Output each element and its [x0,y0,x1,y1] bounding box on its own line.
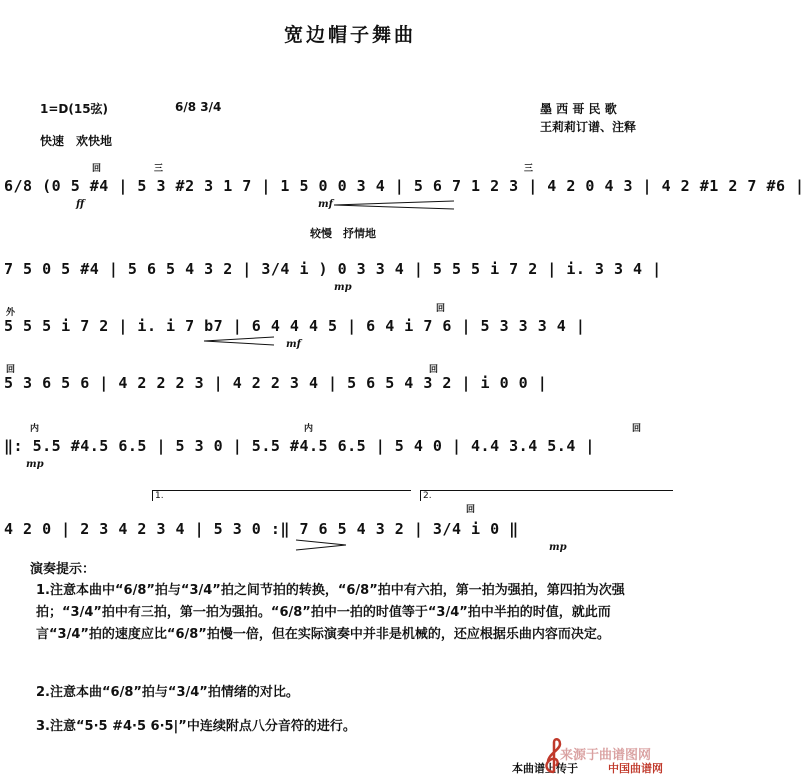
site-logo-text: 中国曲谱网 [608,762,663,775]
ornament-mark: 回 [436,304,446,314]
first-ending-bracket [152,490,411,501]
arranger-label: 王莉莉订谱、注释 [540,120,637,134]
decrescendo-hairpin [296,540,346,550]
dynamic-mark: mf [318,199,333,210]
ornament-mark: 回 [92,164,102,174]
dynamic-mark: mp [549,542,567,553]
volta-label: 2. [423,491,432,501]
notation-line: 5 3 6 5 6 | 4 2 2 2 3 | 4 2 2 3 4 | 5 6 5 4 3 2 | i 0 0 | [4,374,548,392]
dynamic-mark: ff [76,199,85,210]
origin-label: 墨 西 哥 民 歌 [540,102,617,116]
meter-signature: 6/8 3/4 [175,100,222,114]
treble-clef-icon [540,738,568,776]
dynamic-mark: mf [286,339,301,350]
watermark-text: 来源于曲谱图网 [560,748,652,763]
notation-line: 7 5 0 5 #4 | 5 6 5 4 3 2 | 3/4 i ) 0 3 3 4 | 5 5 5 i 7 2 | i. 3 3 4 | [4,260,662,278]
footer-left-text: 本曲谱上传于 [512,762,578,775]
score-row-6 [4,505,696,553]
piece-title: 宽边帽子舞曲 [283,24,416,46]
ornament-mark: 回 [632,424,642,434]
notation-line: 5 5 5 i 7 2 | i. i 7 b7 | 6 4 4 4 5 | 6 4 i 7 6 | 5 3 3 3 4 | [4,317,586,335]
score-row-3 [4,304,696,350]
tempo-marking: 快速 欢快地 [40,134,113,148]
score-row-2 [4,248,696,293]
tempo-change: 较慢 抒情地 [310,227,376,240]
notation-line: 6/8 (0 5 #4 | 5 3 #2 3 1 7 | 1 5 0 0 3 4 | 5 6 7 1 2 3 | 4 2 0 4 3 | 4 2 #1 2 7 #6 | [4,177,805,195]
string-mark: 内 [30,424,40,434]
key-signature: 1=D(15弦) [40,102,109,116]
ornament-mark: 回 [6,365,16,375]
dynamic-mark: mp [26,459,44,470]
crescendo-hairpin [204,337,274,345]
string-mark: 内 [304,424,314,434]
crescendo-hairpin [334,201,454,209]
tip-item-2: 2.注意本曲“6/8”拍与“3/4”拍情绪的对比。 [36,685,299,700]
tip-item-1: 1.注意本曲中“6/8”拍与“3/4”拍之间节拍的转换，“6/8”拍中有六拍，第一拍为强拍，第四拍为次强拍；“3/4”拍中有三拍，第一拍为强拍。“6/8”拍中一拍的时值等于“3/4”拍中半拍的时值，就此而言“3/4”拍的速度应比“6/8”拍慢一倍，但在实际演奏中并非是机械的，还应根据乐曲内容而决定。 [36,583,625,642]
notation-line: 4 2 0 | 2 3 4 2 3 4 | 5 3 0 :‖ 7 6 5 4 3 2 | 3/4 i 0 ‖ [4,520,519,538]
score-row-5 [4,424,696,470]
notation-line: ‖: 5.5 #4.5 6.5 | 5 3 0 | 5.5 #4.5 6.5 | 5 4 0 | 4.4 3.4 5.4 | [4,437,595,455]
ornament-mark: 回 [429,365,439,375]
score-row-1 [4,164,805,210]
string-mark: 外 [6,308,16,318]
ornament-mark: 回 [466,505,476,515]
score-row-4 [4,362,696,402]
triplet-mark: 三 [524,164,534,174]
second-ending-bracket [420,490,673,501]
triplet-mark: 三 [154,164,164,174]
tips-heading: 演奏提示： [30,562,96,577]
tip-item-3: 3.注意“5·5 #4·5 6·5|”中连续附点八分音符的进行。 [36,719,356,734]
volta-label: 1. [155,491,164,501]
dynamic-mark: mp [334,282,352,293]
